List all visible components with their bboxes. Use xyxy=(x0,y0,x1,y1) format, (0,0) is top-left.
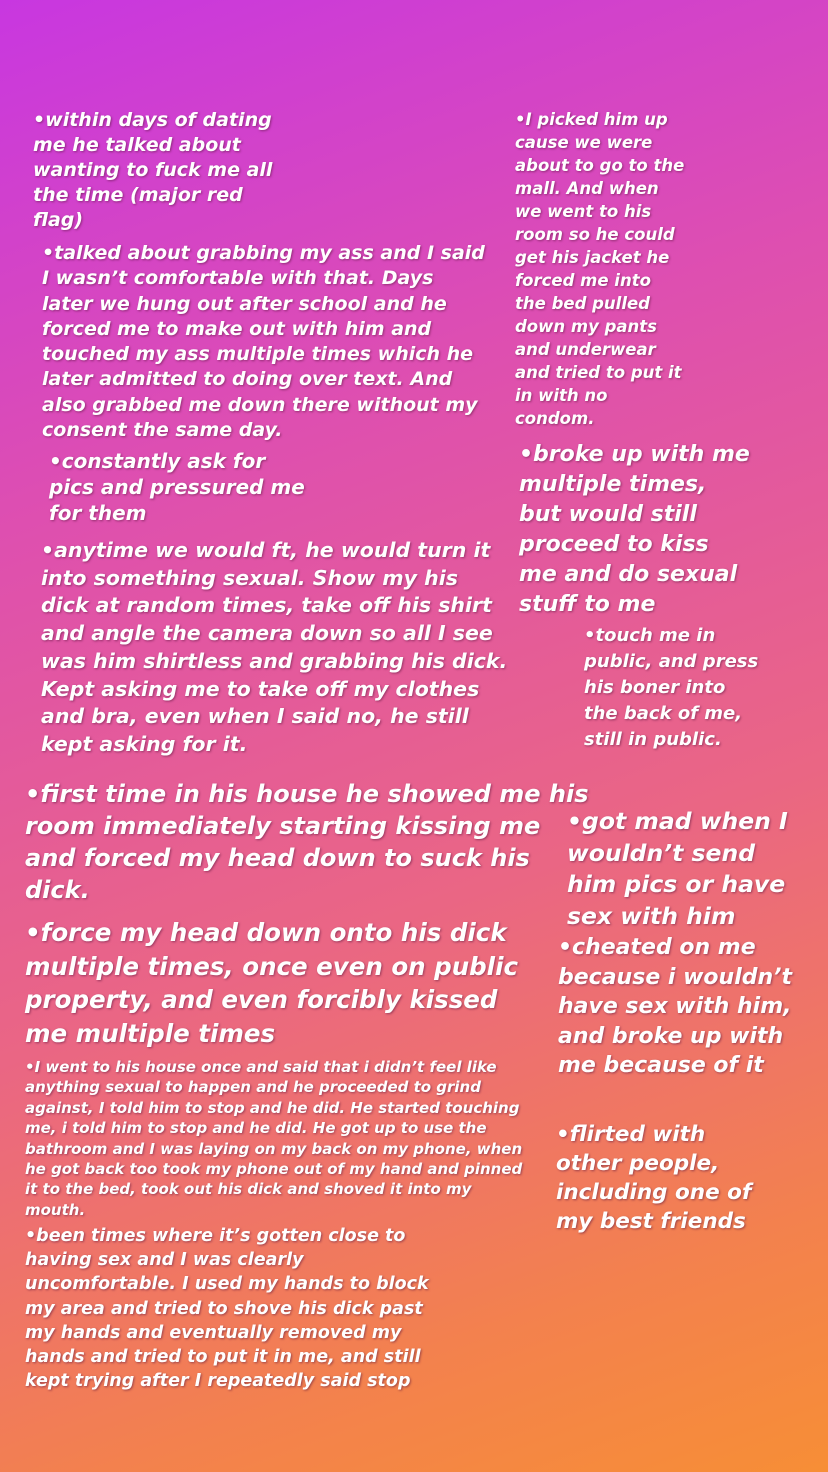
note-pics-pressure: •constantly ask for pics and pressured me for them xyxy=(49,449,305,525)
note-broke-up: •broke up with me multiple times, but would still proceed to kiss me and do sexual stuff to me xyxy=(519,442,750,617)
note-first-time: •first time in his house he showed me his room immediately starting kissing me and forced my head down to suck his dick. xyxy=(25,780,589,904)
note-facetime: •anytime we would ft, he would turn it into something sexual. Show my his dick at random times, take off his shirt and angle the camera down so all I see was him shirtless and grabbing his dick. Kept asking me to take off my clothes and bra, even when I said no, he still kept asking for it. xyxy=(41,538,508,756)
note-picked-him-up: •I picked him up cause we were about to go to the mall. And when we went to his room so he could get his jacket he forced me into the bed pulled down my pants and underwear and tried to put it in with no condom. xyxy=(515,110,685,428)
note-public-touch: •touch me in public, and press his boner into the back of me, still in public. xyxy=(584,625,759,750)
note-force-head: •force my head down onto his dick multiple times, once even on public property, and even forcibly kissed me multiple times xyxy=(25,918,518,1048)
note-grabbing: •talked about grabbing my ass and I said I wasn’t comfortable with that. Days later we hung out after school and he forced me to make out with him and touched my ass multiple times which he later admitted to doing over text. And also grabbed me down there without my consent the same day. xyxy=(42,242,485,442)
note-cheated: •cheated on me because i wouldn’t have sex with him, and broke up with me because of it xyxy=(558,935,793,1078)
note-flirted: •flirted with other people, including one of my best friends xyxy=(556,1122,752,1234)
note-got-mad: •got mad when I wouldn’t send him pics or have sex with him xyxy=(567,807,788,930)
note-close-to-sex: •been times where it’s gotten close to having sex and I was clearly uncomfortable. I used my hands to block my area and tried to shove his dick past my hands and eventually removed my hands and tried to put it in me, and still kept trying after I repeatedly said stop xyxy=(25,1226,429,1392)
note-dating-days: •within days of dating me he talked about wanting to fuck me all the time (major red flag) xyxy=(33,109,273,231)
note-his-house: •I went to his house once and said that i didn’t feel like anything sexual to happen and he proceeded to grind against, I told him to stop and he did. He started touching me, i told him to stop and he did. He got up to use the bathroom and I was laying on my back on my phone, when he got back too took my phone out of my hand and pinned it to the bed, took out his dick and shoved it into my mouth. xyxy=(25,1058,523,1219)
